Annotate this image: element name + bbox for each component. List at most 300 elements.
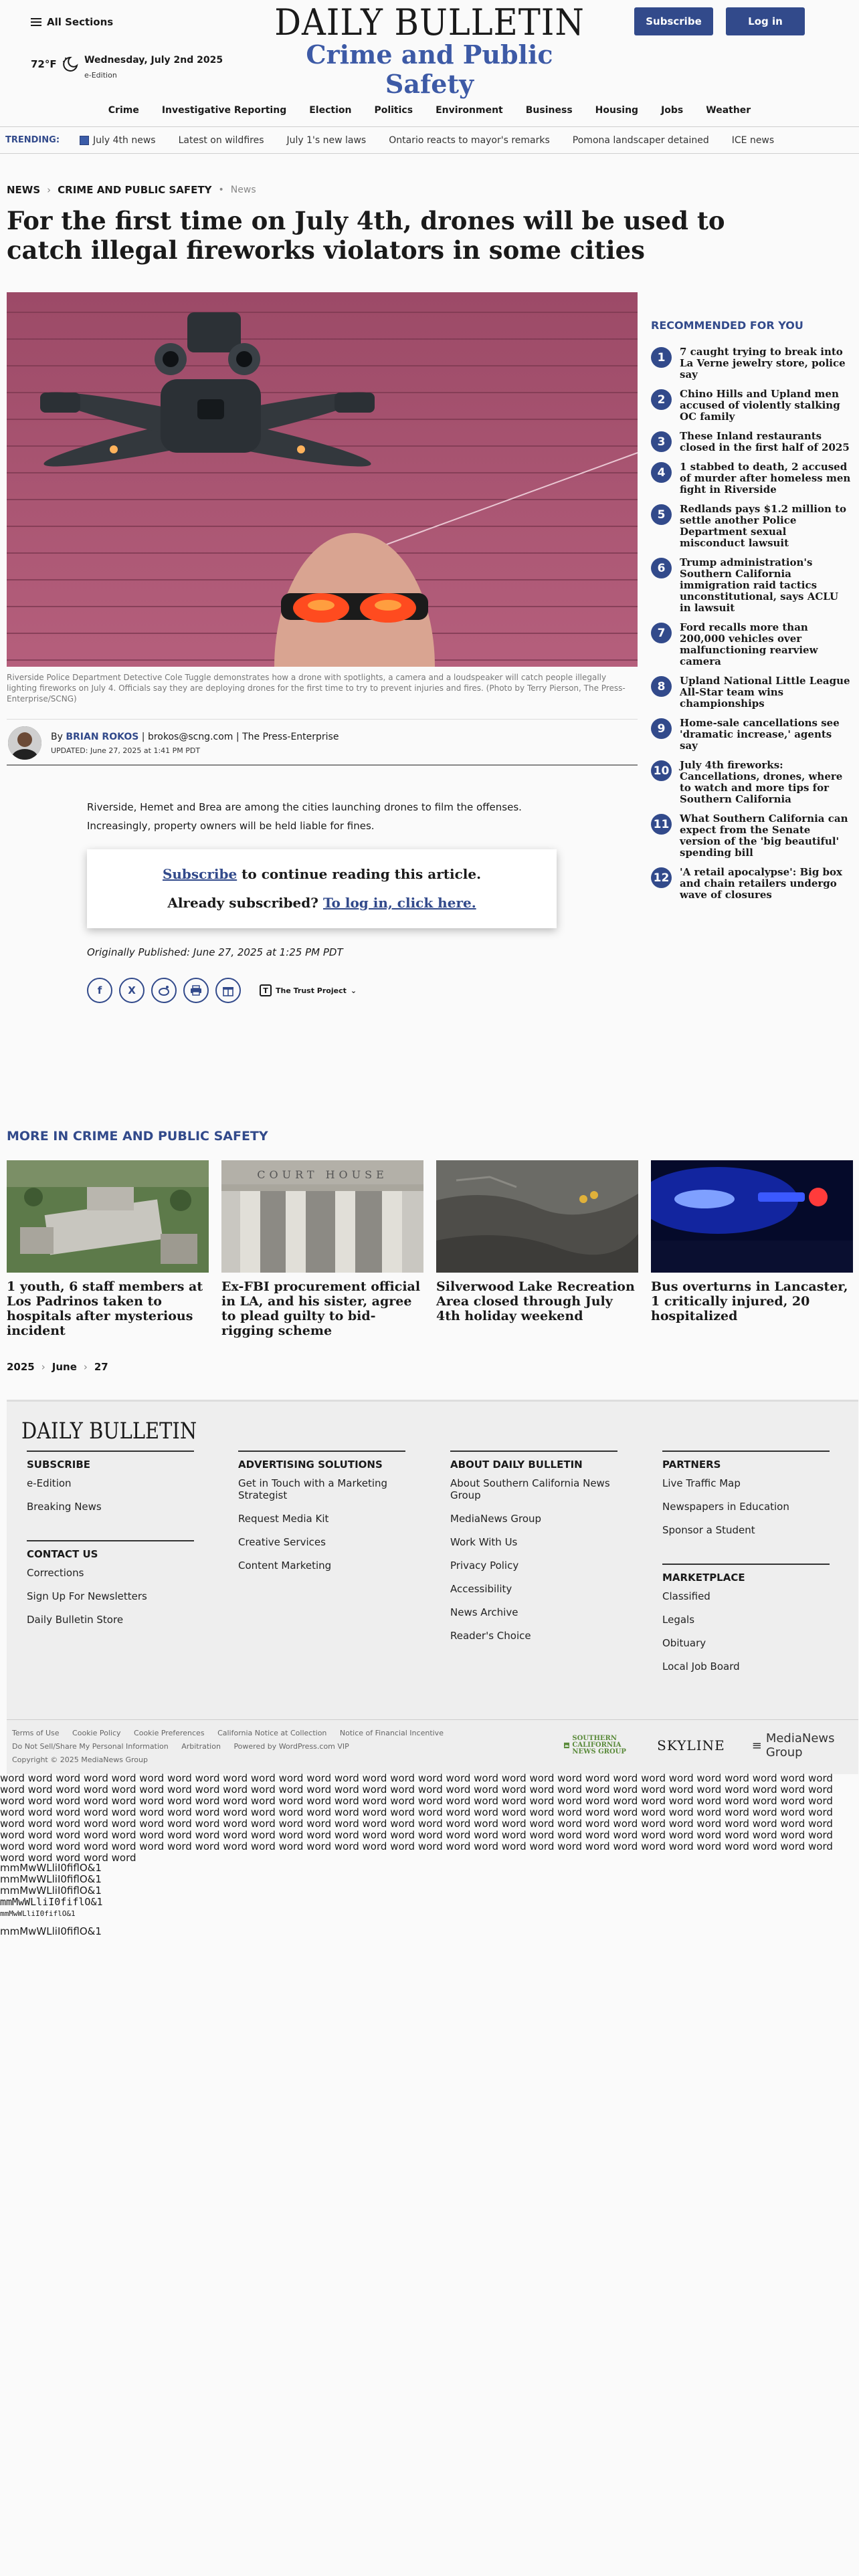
test-word: word: [306, 1829, 332, 1841]
test-word: word: [223, 1818, 248, 1830]
breadcrumb-news[interactable]: NEWS: [7, 184, 41, 196]
nav-item-business[interactable]: Business: [525, 105, 573, 116]
courthouse-sign: COURT HOUSE: [257, 1168, 388, 1181]
test-word: word: [668, 1818, 694, 1830]
test-word: word: [27, 1852, 53, 1864]
recommended-rank: 9: [651, 718, 672, 739]
test-word: word: [613, 1795, 638, 1807]
test-word: word: [557, 1795, 582, 1807]
test-word: word: [585, 1795, 610, 1807]
test-word: word: [529, 1806, 555, 1818]
site-header: [0, 0, 859, 127]
recommended-rank: 12: [651, 867, 672, 888]
story-card-image: [436, 1160, 638, 1273]
font-sample: mmMwWLliI0fiflO&1: [0, 1925, 102, 1937]
trending-label: TRENDING:: [5, 135, 60, 145]
test-word: word: [167, 1829, 192, 1841]
test-word: word: [306, 1806, 332, 1818]
footer-link[interactable]: Legals: [662, 1614, 695, 1626]
test-word: word: [501, 1840, 527, 1852]
test-word: word: [306, 1784, 332, 1796]
test-word: word: [585, 1840, 610, 1852]
test-word: word: [417, 1806, 443, 1818]
test-word: word: [223, 1829, 248, 1841]
recommended-title[interactable]: Home-sale cancellations see 'dramatic increase,' agents say: [680, 717, 840, 752]
trust-project-icon: T: [260, 984, 272, 996]
footer-link[interactable]: Accessibility: [450, 1583, 512, 1595]
login-button[interactable]: Log in: [726, 7, 805, 35]
recommended-item[interactable]: [651, 431, 852, 453]
legal-link[interactable]: Cookie Preferences: [134, 1729, 205, 1737]
test-word: word: [390, 1818, 415, 1830]
test-word: word: [250, 1784, 276, 1796]
footer-link[interactable]: Corrections: [27, 1567, 84, 1579]
breadcrumb: [7, 184, 256, 196]
recommended-item[interactable]: [651, 867, 852, 901]
recommended-item[interactable]: [651, 346, 852, 381]
test-word: word: [56, 1795, 81, 1807]
article-lede: Riverside, Hemet and Brea are among the cities launching drones to film the offenses. Increasingly, property owners will be held liable for fines.: [87, 801, 522, 832]
date-year-link[interactable]: 2025: [7, 1361, 35, 1373]
test-word: word: [278, 1784, 304, 1796]
test-word: word: [250, 1806, 276, 1818]
footer-divider: [7, 1719, 858, 1720]
test-word: word: [334, 1772, 359, 1784]
paywall-line-2: [87, 895, 557, 911]
recommended-item[interactable]: [651, 813, 852, 859]
nav-item-crime[interactable]: Crime: [108, 105, 139, 116]
test-word: word: [83, 1795, 108, 1807]
font-test-samples: [0, 1862, 103, 1937]
test-word: word: [195, 1840, 220, 1852]
recommended-heading: RECOMMENDED FOR YOU: [651, 319, 803, 332]
recommended-title[interactable]: 7 caught trying to break into La Verne jewelry store, police say: [680, 346, 846, 381]
test-word: word: [474, 1840, 499, 1852]
footer-link[interactable]: Classified: [662, 1590, 710, 1602]
recommended-item[interactable]: [651, 557, 852, 614]
trending-item-label: July 4th news: [93, 134, 156, 146]
trending-item[interactable]: Ontario reacts to mayor's remarks: [389, 134, 550, 146]
trending-item[interactable]: [80, 135, 156, 146]
test-word: word: [446, 1818, 471, 1830]
story-card[interactable]: [436, 1160, 638, 1323]
printer-icon: [190, 985, 202, 996]
test-word: word: [557, 1818, 582, 1830]
recommended-item[interactable]: [651, 622, 852, 667]
trending-item[interactable]: Pomona landscaper detained: [572, 134, 709, 146]
scng-mark-icon: [564, 1738, 569, 1753]
test-word: word: [780, 1772, 805, 1784]
burned-hillside-photo: [436, 1160, 638, 1273]
footer-link[interactable]: Privacy Policy: [450, 1560, 519, 1572]
test-word: word: [83, 1806, 108, 1818]
partner-logos: [564, 1731, 858, 1759]
trending-item[interactable]: Latest on wildfires: [178, 134, 264, 146]
test-word: word: [501, 1818, 527, 1830]
test-word: word: [557, 1806, 582, 1818]
test-word: word: [752, 1795, 777, 1807]
font-test-word-block: [0, 1773, 859, 1864]
story-card-title[interactable]: 1 youth, 6 staff members at Los Padrinos taken to hospitals after mysterious incident: [7, 1279, 203, 1338]
footer-link[interactable]: Work With Us: [450, 1536, 518, 1548]
test-word: word: [585, 1784, 610, 1796]
test-word: word: [641, 1772, 666, 1784]
test-word: word: [529, 1840, 555, 1852]
footer-link[interactable]: News Archive: [450, 1606, 518, 1618]
recommended-rank: 11: [651, 814, 672, 835]
legal-link[interactable]: Powered by WordPress.com VIP: [233, 1742, 349, 1751]
test-word: word: [446, 1772, 471, 1784]
test-word: word: [56, 1772, 81, 1784]
footer-link[interactable]: Local Job Board: [662, 1660, 740, 1673]
test-word: word: [250, 1795, 276, 1807]
footer-heading: PARTNERS: [662, 1451, 830, 1471]
test-word: word: [0, 1852, 25, 1864]
byline: [7, 719, 638, 766]
test-word: word: [474, 1795, 499, 1807]
story-card-title[interactable]: Ex-FBI procurement official in LA, and his sister, agree to plead guilty to bid-rigging scheme: [221, 1279, 421, 1338]
test-word: word: [417, 1818, 443, 1830]
author-email[interactable]: brokos@scng.com: [147, 732, 233, 742]
test-word: word: [139, 1840, 165, 1852]
test-word: word: [390, 1829, 415, 1841]
test-word: word: [668, 1772, 694, 1784]
nav-item-weather[interactable]: Weather: [706, 105, 751, 116]
subscribe-button[interactable]: Subscribe: [634, 7, 713, 35]
reddit-share-icon[interactable]: [151, 978, 177, 1003]
current-date: Wednesday, July 2nd 2025: [84, 55, 223, 66]
test-word: word: [27, 1829, 53, 1841]
chevron-right-icon: ›: [41, 1361, 45, 1373]
test-word: word: [167, 1818, 192, 1830]
date-day-link[interactable]: 27: [94, 1361, 108, 1373]
footer-link[interactable]: Breaking News: [27, 1501, 102, 1513]
recommended-title[interactable]: Ford recalls more than 200,000 vehicles over malfunctioning rearview camera: [680, 621, 818, 667]
footer-link[interactable]: MediaNews Group: [450, 1513, 542, 1525]
test-word: word: [808, 1818, 833, 1830]
article-headline: For the first time on July 4th, drones will be used to catch illegal fireworks violators in some cities: [7, 206, 725, 265]
chevron-right-icon: ›: [47, 184, 52, 196]
test-word: word: [83, 1784, 108, 1796]
test-word: word: [111, 1772, 136, 1784]
test-word: word: [195, 1772, 220, 1784]
story-card[interactable]: [651, 1160, 853, 1323]
test-word: word: [27, 1818, 53, 1830]
nav-item-environment[interactable]: Environment: [436, 105, 503, 116]
test-word: word: [474, 1829, 499, 1841]
test-word: word: [808, 1829, 833, 1841]
test-word: word: [501, 1784, 527, 1796]
recommended-title[interactable]: Upland National Little League All-Star team wins championships: [680, 675, 850, 710]
story-card[interactable]: [7, 1160, 209, 1338]
nav-item-housing[interactable]: Housing: [595, 105, 639, 116]
test-word: word: [250, 1840, 276, 1852]
breadcrumb-section[interactable]: CRIME AND PUBLIC SAFETY: [58, 184, 212, 196]
recommended-item[interactable]: [651, 504, 852, 549]
legal-link[interactable]: Arbitration: [181, 1742, 221, 1751]
test-word: word: [195, 1784, 220, 1796]
test-word: word: [83, 1772, 108, 1784]
author-link[interactable]: BRIAN ROKOS: [66, 732, 139, 742]
recommended-rank: 8: [651, 676, 672, 697]
test-word: word: [725, 1795, 749, 1807]
test-word: word: [0, 1806, 25, 1818]
story-card-image: [7, 1160, 209, 1273]
recommended-title[interactable]: These Inland restaurants closed in the first half of 2025: [680, 430, 850, 453]
nav-item-investigative[interactable]: Investigative Reporting: [161, 105, 287, 116]
test-word: word: [83, 1840, 108, 1852]
test-word: word: [83, 1852, 108, 1864]
footer-link[interactable]: Reader's Choice: [450, 1630, 531, 1642]
recommended-rank: 7: [651, 623, 672, 643]
trending-item[interactable]: July 1's new laws: [286, 134, 367, 146]
test-word: word: [111, 1795, 136, 1807]
test-word: word: [752, 1772, 777, 1784]
test-word: word: [195, 1829, 220, 1841]
story-card-image: [221, 1160, 423, 1273]
footer-link[interactable]: Content Marketing: [238, 1560, 332, 1572]
trust-project-link[interactable]: [260, 984, 357, 996]
story-card-title[interactable]: Silverwood Lake Recreation Area closed through July 4th holiday weekend: [436, 1279, 635, 1323]
drone-photo: [7, 292, 638, 667]
footer-column-about: [450, 1451, 617, 1653]
test-word: word: [725, 1806, 749, 1818]
test-word: word: [0, 1840, 25, 1852]
paywall-login-link[interactable]: To log in, click here.: [322, 895, 476, 911]
weather-widget[interactable]: [31, 55, 80, 74]
site-footer: [7, 1400, 858, 1774]
test-word: word: [808, 1840, 833, 1852]
footer-column-partners: [662, 1451, 830, 1684]
print-icon[interactable]: [183, 978, 209, 1003]
nav-item-election[interactable]: Election: [309, 105, 352, 116]
masthead-logo[interactable]: DAILY BULLETIN: [274, 1, 585, 43]
test-word: word: [223, 1772, 248, 1784]
test-word: word: [752, 1784, 777, 1796]
test-word: word: [668, 1806, 694, 1818]
test-word: word: [27, 1840, 53, 1852]
test-word: word: [641, 1806, 666, 1818]
test-word: word: [27, 1806, 53, 1818]
test-word: word: [780, 1795, 805, 1807]
recommended-item[interactable]: [651, 461, 852, 496]
share-bar: [87, 978, 357, 1003]
x-share-icon[interactable]: X: [119, 978, 145, 1003]
footer-link[interactable]: e-Edition: [27, 1477, 72, 1489]
nav-item-jobs[interactable]: Jobs: [661, 105, 684, 116]
footer-link[interactable]: Get in Touch with a Marketing Strategist: [238, 1477, 388, 1501]
recommended-item[interactable]: [651, 760, 852, 805]
updated-timestamp: UPDATED: June 27, 2025 at 1:41 PM PDT: [51, 746, 201, 755]
footer-link[interactable]: Creative Services: [238, 1536, 326, 1548]
legal-link[interactable]: California Notice at Collection: [217, 1729, 327, 1737]
test-word: word: [334, 1840, 359, 1852]
test-word: word: [417, 1829, 443, 1841]
test-word: word: [195, 1818, 220, 1830]
test-word: word: [139, 1795, 165, 1807]
skyline-logo[interactable]: SKYLINE: [657, 1737, 725, 1753]
test-word: word: [780, 1840, 805, 1852]
test-word: word: [474, 1784, 499, 1796]
author-avatar: [8, 726, 41, 760]
trending-item[interactable]: ICE news: [731, 134, 775, 146]
test-word: word: [390, 1795, 415, 1807]
test-word: word: [557, 1772, 582, 1784]
test-word: word: [417, 1795, 443, 1807]
test-word: word: [725, 1840, 749, 1852]
test-word: word: [446, 1840, 471, 1852]
footer-logo[interactable]: DAILY BULLETIN: [21, 1418, 197, 1444]
footer-legal-links: [12, 1727, 561, 1767]
medianews-logo[interactable]: [752, 1731, 858, 1759]
test-word: word: [446, 1806, 471, 1818]
test-word: word: [56, 1840, 81, 1852]
byline-text: By BRIAN ROKOS | brokos@scng.com | The Press-Enterprise: [51, 732, 339, 742]
test-word: word: [56, 1806, 81, 1818]
test-word: word: [139, 1784, 165, 1796]
test-word: word: [278, 1806, 304, 1818]
test-word: word: [167, 1795, 192, 1807]
test-word: word: [0, 1829, 25, 1841]
test-word: word: [585, 1772, 610, 1784]
test-word: word: [780, 1829, 805, 1841]
test-word: word: [725, 1829, 749, 1841]
test-word: word: [780, 1806, 805, 1818]
recommended-title[interactable]: 1 stabbed to death, 2 accused of murder after homeless men fight in Riverside: [680, 461, 851, 496]
test-word: word: [417, 1772, 443, 1784]
test-word: word: [696, 1795, 722, 1807]
test-word: word: [362, 1806, 387, 1818]
story-card-image: [651, 1160, 853, 1273]
footer-link[interactable]: Daily Bulletin Store: [27, 1614, 124, 1626]
font-sample: mmMwWLliI0fiflO&1: [0, 1873, 102, 1885]
recommended-title[interactable]: What Southern California can expect from the Senate version of the 'big beautiful' spending bill: [680, 813, 848, 859]
recommended-list: [651, 346, 852, 909]
moon-cloud-icon: [61, 55, 80, 74]
legal-link[interactable]: Notice of Financial Incentive: [339, 1729, 444, 1737]
trending-bar: [0, 127, 859, 154]
date-month-link[interactable]: June: [52, 1361, 77, 1373]
photo-caption: Riverside Police Department Detective Cole Tuggle demonstrates how a drone with spotlights, a camera and a loudspeaker will catch people illegally lighting fireworks on July 4. Officials say they are deploying drones for the first time to try to prevent injuries and fires. (Photo by Terry Pierson, The Press-Enterprise/SCNG): [7, 673, 626, 704]
recommended-item[interactable]: [651, 389, 852, 423]
recommended-title[interactable]: July 4th fireworks: Cancellations, drones, where to watch and more tips for Southern California: [680, 759, 843, 805]
test-word: word: [668, 1840, 694, 1852]
chevron-down-icon: ⌄: [350, 986, 357, 995]
recommended-rank: 4: [651, 462, 672, 483]
scng-logo[interactable]: [564, 1734, 630, 1757]
test-word: word: [752, 1840, 777, 1852]
test-word: word: [362, 1772, 387, 1784]
test-word: word: [334, 1818, 359, 1830]
test-word: word: [56, 1829, 81, 1841]
footer-link[interactable]: Sign Up For Newsletters: [27, 1590, 147, 1602]
test-word: word: [0, 1795, 25, 1807]
footer-heading: CONTACT US: [27, 1540, 194, 1560]
footer-link[interactable]: Request Media Kit: [238, 1513, 329, 1525]
test-word: word: [501, 1795, 527, 1807]
facebook-share-icon[interactable]: f: [87, 978, 112, 1003]
recommended-title[interactable]: Redlands pays $1.2 million to settle another Police Department sexual misconduct lawsuit: [680, 503, 847, 549]
police-lights-photo: [651, 1160, 853, 1273]
recommended-title[interactable]: Chino Hills and Upland men accused of violently stalking OC family: [680, 388, 840, 423]
footer-link[interactable]: Newspapers in Education: [662, 1501, 789, 1513]
legal-link[interactable]: Cookie Policy: [72, 1729, 121, 1737]
test-word: word: [334, 1795, 359, 1807]
test-word: word: [223, 1784, 248, 1796]
test-word: word: [641, 1795, 666, 1807]
scng-logo-text: SOUTHERN CALIFORNIA NEWS GROUP: [572, 1735, 626, 1755]
test-word: word: [557, 1784, 582, 1796]
test-word: word: [613, 1772, 638, 1784]
recommended-item[interactable]: [651, 675, 852, 710]
chevron-right-icon: ›: [83, 1361, 88, 1373]
test-word: word: [223, 1795, 248, 1807]
test-word: word: [752, 1806, 777, 1818]
test-word: word: [668, 1784, 694, 1796]
test-word: word: [139, 1772, 165, 1784]
legal-link[interactable]: Do Not Sell/Share My Personal Information: [12, 1742, 169, 1751]
by-label: By: [51, 732, 63, 742]
test-word: word: [752, 1818, 777, 1830]
test-word: word: [334, 1829, 359, 1841]
test-word: word: [250, 1818, 276, 1830]
footer-link[interactable]: About Southern California News Group: [450, 1477, 610, 1501]
test-word: word: [334, 1784, 359, 1796]
test-word: word: [0, 1784, 25, 1796]
nav-item-politics[interactable]: Politics: [374, 105, 413, 116]
test-word: word: [390, 1840, 415, 1852]
story-card[interactable]: [221, 1160, 423, 1338]
hero-image[interactable]: [7, 292, 638, 667]
test-word: word: [167, 1806, 192, 1818]
test-word: word: [474, 1772, 499, 1784]
test-word: word: [306, 1772, 332, 1784]
recommended-rank: 3: [651, 431, 672, 452]
recommended-title[interactable]: 'A retail apocalypse': Big box and chain retailers undergo wave of closures: [680, 866, 842, 901]
recommended-title[interactable]: Trump administration's Southern California immigration raid tactics unconstitutional, says ACLU in lawsuit: [680, 556, 839, 614]
recommended-rank: 6: [651, 558, 672, 578]
paywall-line-1: [87, 866, 557, 882]
test-word: word: [362, 1818, 387, 1830]
gift-article-icon[interactable]: [215, 978, 241, 1003]
test-word: word: [808, 1795, 833, 1807]
test-word: word: [195, 1795, 220, 1807]
test-word: word: [529, 1829, 555, 1841]
breadcrumb-subsection[interactable]: News: [230, 185, 256, 195]
footer-link[interactable]: Obituary: [662, 1637, 706, 1649]
recommended-item[interactable]: [651, 718, 852, 752]
test-word: word: [696, 1829, 722, 1841]
test-word: word: [27, 1795, 53, 1807]
footer-heading: ADVERTISING SOLUTIONS: [238, 1451, 405, 1471]
test-word: word: [362, 1795, 387, 1807]
font-sample: mmMwWLliI0fiflO&1: [0, 1896, 103, 1908]
footer-link[interactable]: Sponsor a Student: [662, 1524, 755, 1536]
test-word: word: [668, 1829, 694, 1841]
eedition-link[interactable]: e-Edition: [84, 71, 117, 80]
published-timestamp: Originally Published: June 27, 2025 at 1:25 PM PDT: [87, 946, 343, 958]
test-word: word: [417, 1840, 443, 1852]
footer-link[interactable]: Live Traffic Map: [662, 1477, 741, 1489]
paywall-already-text: Already subscribed?: [167, 895, 318, 911]
test-word: word: [56, 1818, 81, 1830]
test-word: word: [529, 1795, 555, 1807]
legal-link[interactable]: Terms of Use: [12, 1729, 60, 1737]
paywall-subscribe-link[interactable]: Subscribe: [162, 866, 237, 882]
test-word: word: [278, 1772, 304, 1784]
story-card-title[interactable]: Bus overturns in Lancaster, 1 critically injured, 20 hospitalized: [651, 1279, 848, 1323]
test-word: word: [557, 1829, 582, 1841]
